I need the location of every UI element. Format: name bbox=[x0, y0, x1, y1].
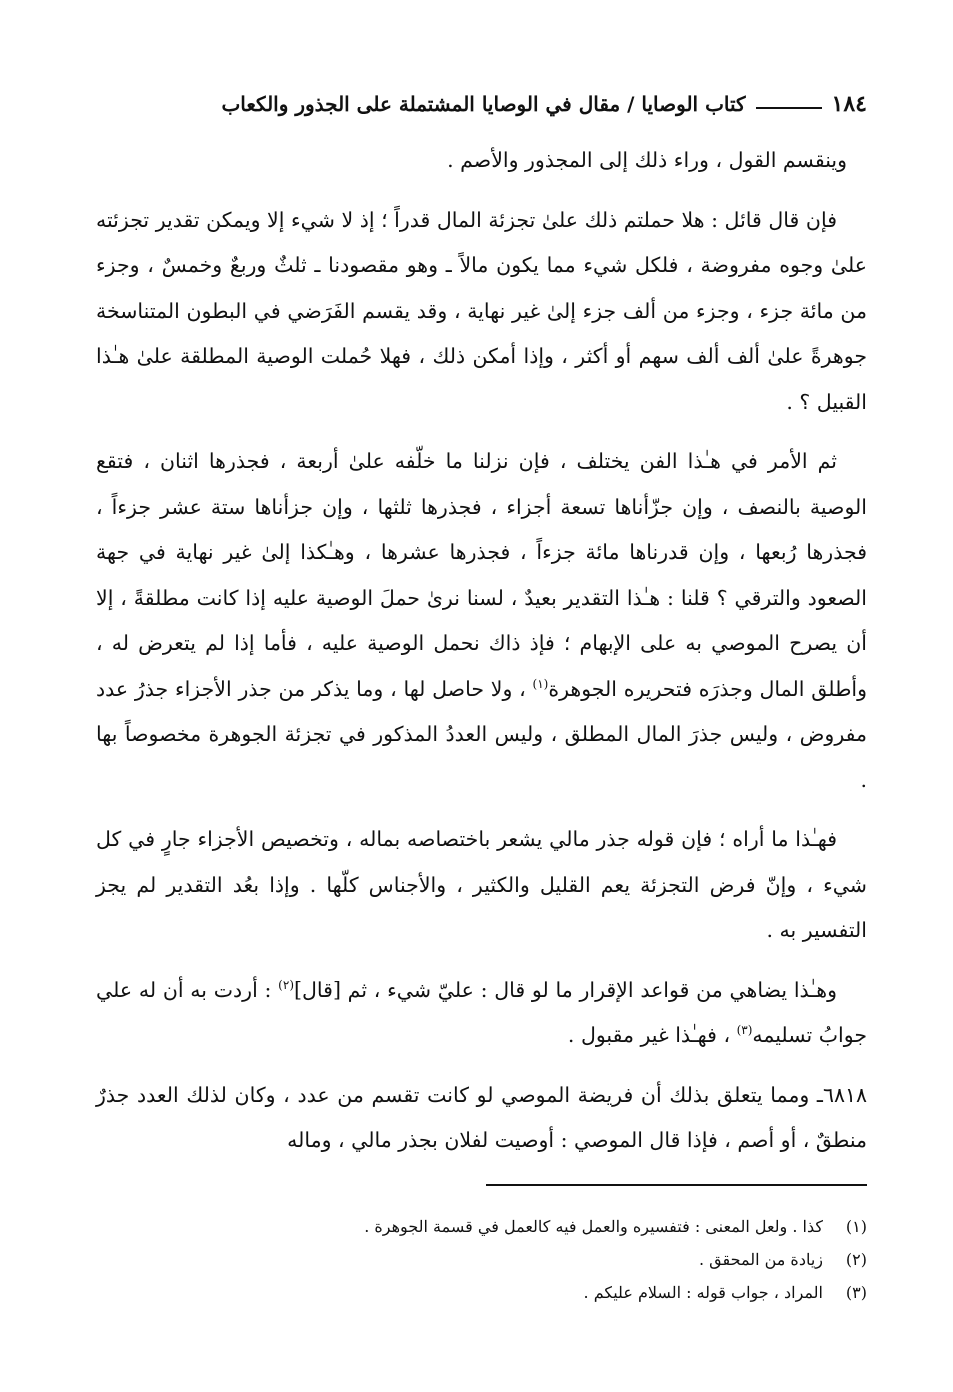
footnote-number: (١) bbox=[845, 1217, 867, 1236]
paragraph-3-text-b: ، ولا حاصل لها ، وما يذكر من جذر الأجزاء جذرُ عدد مفروض ، وليس جذرَ المال المطلق ، وليس العددُ المذكور في تجزئة الجوهرة مخصوصاً بها . bbox=[96, 676, 867, 792]
paragraph-5-text-c: ، فهـٰذا غير مقبول . bbox=[567, 1023, 737, 1047]
paragraph-5 bbox=[96, 968, 867, 1059]
footnote-3 bbox=[96, 1276, 867, 1309]
paragraph-5-text-b: : أردت به أن له علي جوابُ تسليمه bbox=[96, 977, 867, 1047]
main-text bbox=[96, 138, 867, 1178]
footnote-number: (٣) bbox=[845, 1283, 867, 1302]
footnote-text: زيادة من المحقق . bbox=[699, 1250, 823, 1269]
paragraph-6818: ٦٨١٨ـ ومما يتعلق بذلك أن فريضة الموصي لو كانت تقسم من عدد ، وكان لذلك العدد جذرٌ منطقٌ ، أو أصم ، فإذا قال الموصي : أوصيت لفلان بجذر مالي ، وماله bbox=[96, 1082, 867, 1152]
header-rule bbox=[756, 107, 822, 109]
paragraph-2: فإن قال قائل : هلا حملتم ذلك علىٰ تجزئة المال قدراً ؛ إذ لا شيء إلا ويمكن تقدير تجزئته علىٰ وجوه مفروضة ، فلكل شيء مما يكون مالاً ـ وهو مقصودنا ـ ثلثٌ وربعٌ وخمسٌ ، وجزء من مائة جزء ، وجزء من ألف جزء إلىٰ غير نهاية ، وقد يقسم الفَرَضي في البطون المتناسخة جوهرةً علىٰ ألف ألف سهم أو أكثر ، وإذا أمكن ذلك ، فهلا حُملت الوصية المطلقة علىٰ هـٰذا القبيل ؟ . bbox=[96, 207, 867, 414]
footnote-number: (٢) bbox=[845, 1250, 867, 1269]
paragraph-5-text-a: وهـٰذا يضاهي من قواعد الإقرار ما لو قال : عليّ شيء ، ثم [قال] bbox=[294, 977, 837, 1002]
paragraph-3-text-a: ثم الأمر في هـٰذا الفن يختلف ، فإن نزلنا ما خلّفه علىٰ أربعة ، فجذرها اثنان ، فتقع الوصية بالنصف ، وإن جزّأناها تسعة أجزاء ، فجذرها ثلثها ، وإن جزأناها ستة عشر جزءاً ، فجذرها رُبعها ، وإن قدرناها مائة جزءاً ، فجذرها عشرها ، وهـٰكذا إلىٰ غير نهاية في جهة الصعود والترقي ؟ قلنا : هـٰذا التقدير بعيدٌ ، لسنا نرىٰ حملَ الوصية عليه إذا كانت مطلقةً ، إلا أن يصرح الموصي به على الإبهام ؛ فإذ ذاك نحمل الوصية عليه ، فأما إذا لم يتعرض له ، وأطلق المال وجذرَه فتحريره الجوهرة bbox=[96, 449, 867, 701]
footnote-1 bbox=[96, 1210, 867, 1243]
paragraph-1: وينقسم القول ، وراء ذلك إلى المجذور والأصم . bbox=[447, 148, 847, 172]
paragraph-4: فهـٰذا ما أراه ؛ فإن قوله جذر مالي يشعر باختصاصه بماله ، وتخصيص الأجزاء جارٍ في كل شيء ، وإنّ فرض التجزئة يعم القليل والكثير ، والأجناس كلّها . وإذا بعُد التقدير لم يجز التفسير به . bbox=[96, 827, 867, 942]
footnote-text: المراد ، جواب قوله : السلام عليكم . bbox=[583, 1283, 823, 1302]
running-title: كتاب الوصايا / مقال في الوصايا المشتملة على الجذور والكعاب bbox=[221, 92, 746, 116]
footnote-ref-3: (٣) bbox=[736, 1023, 753, 1038]
footnote-text: كذا . ولعل المعنى : فتفسيره والعمل فيه كالعمل في قسمة الجوهرة . bbox=[364, 1217, 823, 1236]
book-page bbox=[96, 0, 867, 1392]
footnote-ref-1: (١) bbox=[532, 676, 549, 691]
page-number: ١٨٤ bbox=[831, 91, 867, 117]
paragraph-3 bbox=[96, 439, 867, 803]
footnote-2 bbox=[96, 1243, 867, 1276]
footnotes bbox=[96, 1210, 867, 1309]
running-header bbox=[96, 86, 867, 122]
footnote-separator bbox=[486, 1184, 867, 1186]
footnote-ref-2: (٢) bbox=[278, 977, 294, 992]
